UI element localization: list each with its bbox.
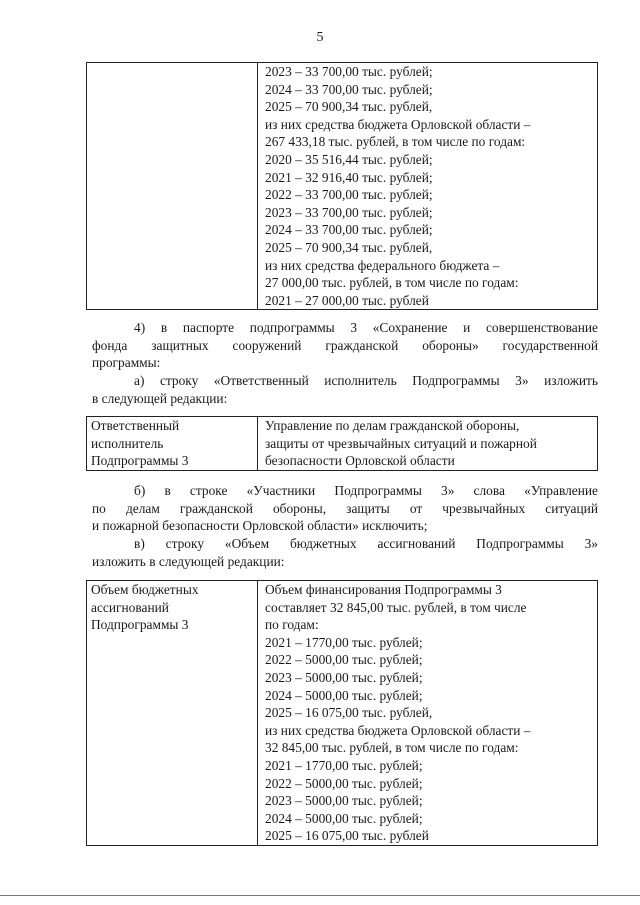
table-line: из них средства федерального бюджета – [265,257,500,273]
paragraph-line: 4) в паспорте подпрограммы 3 «Сохранение и совершенствование [134,320,598,335]
table-line: 27 000,00 тыс. рублей, в том числе по годам: [265,275,519,291]
table-line: 2023 – 33 700,00 тыс. рублей; [265,204,433,220]
page-number: 5 [316,30,324,45]
paragraph-line: программы: [92,355,161,371]
paragraph-line: в следующей редакции: [92,390,228,406]
table-cell-right [258,63,598,310]
table-line: Объем финансирования Подпрограммы 3 [265,582,502,597]
table-line: 2020 – 35 516,44 тыс. рублей; [265,151,433,167]
table-line: 2021 – 27 000,00 тыс. рублей [265,292,429,308]
table-line: Ответственный [91,418,180,433]
table-line: Объем бюджетных [91,582,199,597]
table-line: 2025 – 70 900,34 тыс. рублей, [265,239,433,255]
table-line: 2024 – 5000,00 тыс. рублей; [265,687,423,703]
paragraph-line: изложить в следующей редакции: [92,553,285,569]
table-line: 2022 – 33 700,00 тыс. рублей; [265,187,433,203]
table-line: 2021 – 1770,00 тыс. рублей; [265,634,423,650]
table-line: по годам: [265,617,319,633]
table-line: 2021 – 1770,00 тыс. рублей; [265,757,423,773]
table-budget-allocations [86,580,598,846]
table-line: 2024 – 33 700,00 тыс. рублей; [265,222,433,238]
table-line: 2025 – 16 075,00 тыс. рублей [265,828,429,844]
paragraph-b [92,482,598,535]
table-line: 2023 – 5000,00 тыс. рублей; [265,669,423,685]
table-line: Подпрограммы 3 [91,453,189,469]
paragraph-line: в) строку «Объем бюджетных ассигнований Подпрограммы 3» [134,536,598,551]
paragraph-v [92,535,598,570]
table-continuation [86,62,598,310]
table-line: 2022 – 5000,00 тыс. рублей; [265,652,423,668]
table-row [87,417,598,471]
table-cell-right [258,417,598,471]
table-line: безопасности Орловской области [265,453,455,469]
table-line: защиты от чрезвычайных ситуаций и пожарной [265,435,537,451]
table-line: исполнитель [91,435,164,451]
table-cell-left [87,63,258,310]
table-line: 2024 – 5000,00 тыс. рублей; [265,810,423,826]
table-line: 2025 – 70 900,34 тыс. рублей, [265,99,433,115]
table-cell-left [87,417,258,471]
table-cell-left [87,581,258,846]
paragraph-4 [92,319,598,372]
paragraph-line: по делам гражданской обороны, защиты от чрезвычайных ситуаций [92,500,598,516]
table-line: Управление по делам гражданской обороны, [265,418,520,433]
table-line: 2022 – 5000,00 тыс. рублей; [265,775,423,791]
table-responsible-executor [86,416,598,471]
table-line: 2023 – 33 700,00 тыс. рублей; [265,64,433,79]
paragraph-a [92,372,598,407]
table-line: Подпрограммы 3 [91,617,189,633]
table-line: 2021 – 32 916,40 тыс. рублей; [265,169,433,185]
paragraph-line: фонда защитных сооружений гражданской обороны» государственной [92,337,598,353]
table-line: 2023 – 5000,00 тыс. рублей; [265,793,423,809]
table-line: 32 845,00 тыс. рублей, в том числе по годам: [265,740,519,756]
table-row [87,63,598,310]
table-line: из них средства бюджета Орловской области – [265,116,531,132]
table-line: 2025 – 16 075,00 тыс. рублей, [265,705,433,721]
table-line: из них средства бюджета Орловской области – [265,722,531,738]
paragraph-line: и пожарной безопасности Орловской области» исключить; [92,518,428,534]
paragraph-line: б) в строке «Участники Подпрограммы 3» слова «Управление [134,483,598,498]
table-line: составляет 32 845,00 тыс. рублей, в том числе [265,599,527,615]
table-line: 267 433,18 тыс. рублей, в том числе по годам: [265,134,526,150]
table-line: 2024 – 33 700,00 тыс. рублей; [265,81,433,97]
page-bottom-rule [0,895,640,896]
table-line: ассигнований [91,599,169,615]
table-cell-right [258,581,598,846]
table-row [87,581,598,846]
paragraph-line: а) строку «Ответственный исполнитель Подпрограммы 3» изложить [134,373,598,388]
